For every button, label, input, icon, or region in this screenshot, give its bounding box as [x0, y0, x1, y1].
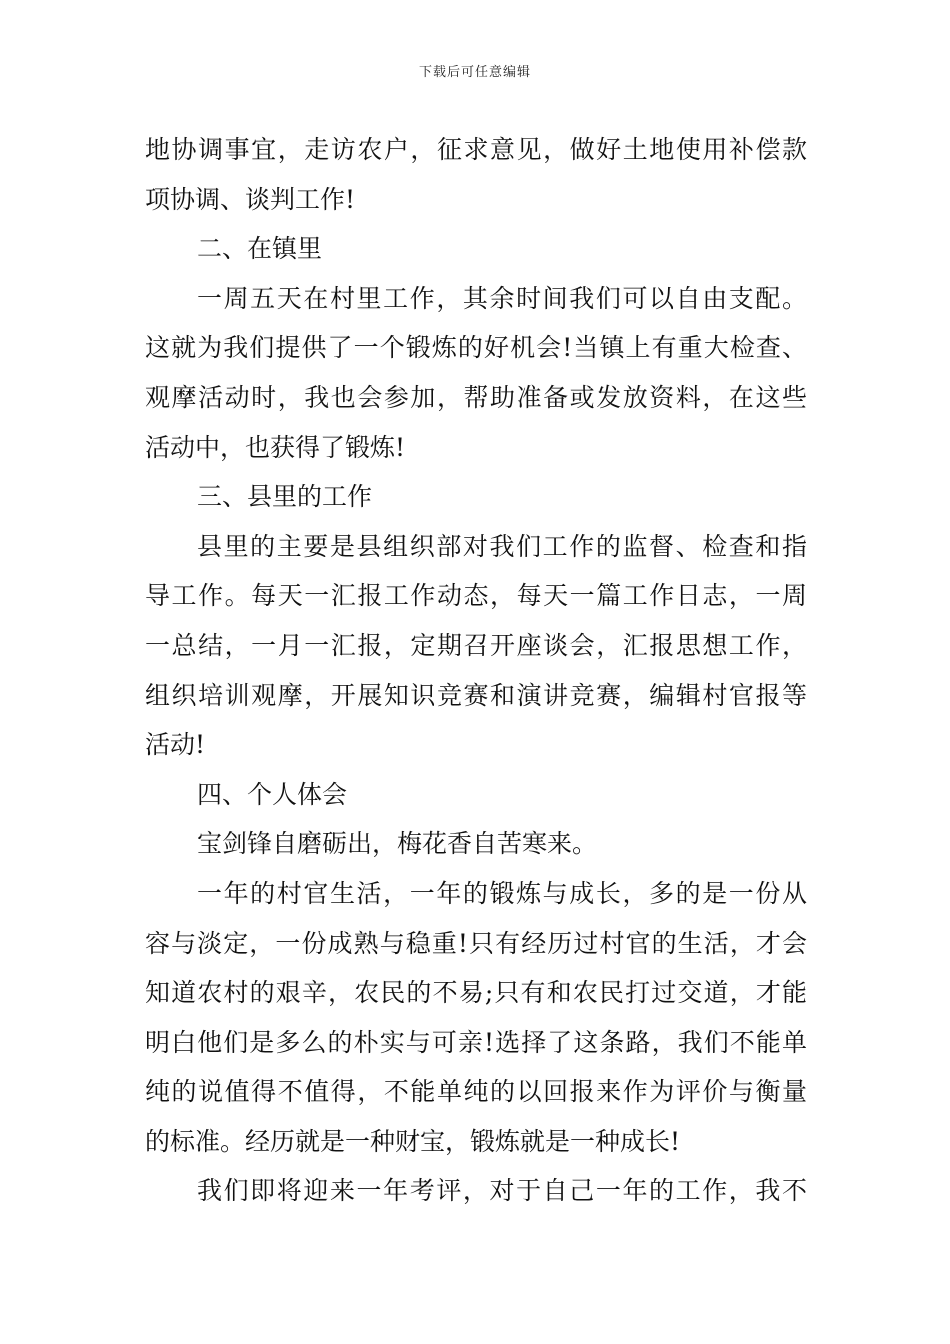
- text-line: 知道农村的艰辛，农民的不易;只有和农民打过交道，才能: [145, 978, 807, 1008]
- text-line: 一总结，一月一汇报，定期召开座谈会，汇报思想工作，: [145, 630, 807, 660]
- text-line: 四、个人体会: [197, 779, 348, 809]
- text-line: 项协调、谈判工作!: [145, 184, 356, 214]
- paragraph: [145, 869, 807, 1167]
- text-line: 宝剑锋自磨砺出，梅花香自苦寒来。: [197, 829, 598, 859]
- document-body: [145, 125, 807, 1216]
- text-line: 地协调事宜，走访农户，征求意见，做好土地使用补偿款: [145, 135, 807, 164]
- paragraph: [145, 274, 807, 472]
- text-line: 的标准。经历就是一种财宝，锻炼就是一种成长!: [145, 1126, 681, 1156]
- page-header: 下载后可任意编辑: [418, 65, 531, 80]
- text-line: 组织培训观摩，开展知识竞赛和演讲竞赛，编辑村官报等: [145, 680, 807, 710]
- text-line: 导工作。每天一汇报工作动态，每天一篇工作日志，一周: [145, 581, 807, 611]
- paragraph: [145, 224, 807, 274]
- paragraph: [145, 1166, 807, 1216]
- paragraph: [145, 125, 807, 224]
- text-line: 一年的村官生活，一年的锻炼与成长，多的是一份从: [197, 878, 807, 908]
- text-line: 活动!: [145, 730, 206, 760]
- text-line: 纯的说值得不值得，不能单纯的以回报来作为评价与衡量: [145, 1077, 807, 1107]
- paragraph: [145, 819, 807, 869]
- text-line: 二、在镇里: [197, 234, 323, 264]
- text-line: 观摩活动时，我也会参加，帮助准备或发放资料，在这些: [145, 382, 807, 412]
- text-line: 我们即将迎来一年考评，对于自己一年的工作，我不: [197, 1176, 807, 1206]
- text-line: 明白他们是多么的朴实与可亲!选择了这条路，我们不能单: [145, 1027, 807, 1057]
- text-line: 一周五天在村里工作，其余时间我们可以自由支配。: [197, 283, 807, 313]
- text-line: 活动中，也获得了锻炼!: [145, 432, 406, 462]
- paragraph: [145, 522, 807, 770]
- text-line: 三、县里的工作: [197, 482, 373, 512]
- text-line: 容与淡定，一份成熟与稳重!只有经历过村官的生活，才会: [145, 928, 807, 958]
- text-line: 这就为我们提供了一个锻炼的好机会!当镇上有重大检查、: [145, 333, 807, 363]
- text-line: 县里的主要是县组织部对我们工作的监督、检查和指: [197, 531, 807, 561]
- paragraph: [145, 770, 807, 820]
- paragraph: [145, 472, 807, 522]
